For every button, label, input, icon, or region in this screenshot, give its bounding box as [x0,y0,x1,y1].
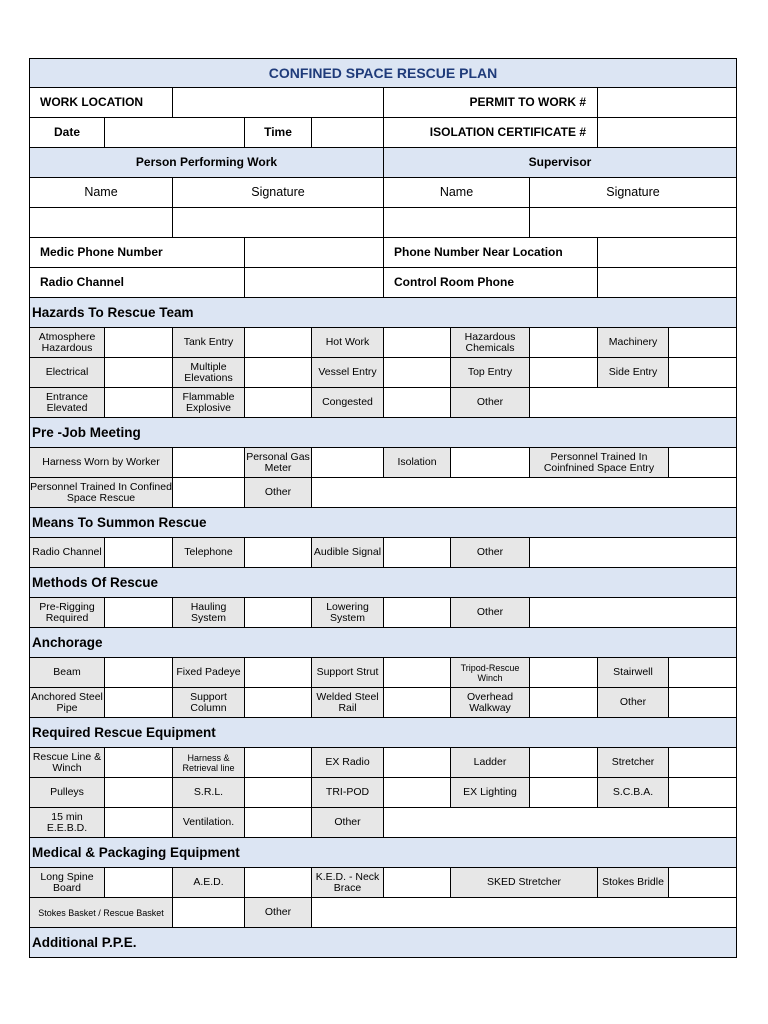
pre-job-row-1 [30,448,738,478]
medical-row-2 [30,898,738,928]
summon-section-heading: Means To Summon Rescue [29,507,737,538]
pre-job-label: Personnel Trained In Coinfnined Space Entry [529,447,669,478]
pre-job-checkbox[interactable] [172,477,245,508]
equipment-checkbox[interactable] [244,747,312,778]
ppe-section-heading: Additional P.P.E. [29,927,737,958]
hazard-checkbox[interactable] [529,327,598,358]
equipment-label: Pulleys [29,777,105,808]
header-row-5 [30,208,738,238]
anchorage-label: Beam [29,657,105,688]
anchorage-section-heading: Anchorage [29,627,737,658]
medic-phone-label: Medic Phone Number [29,237,245,268]
hazard-label: Tank Entry [172,327,245,358]
hazard-checkbox[interactable] [668,327,737,358]
method-label: Pre-Rigging Required [29,597,105,628]
hazard-checkbox[interactable] [244,387,312,418]
anchorage-label: Support Strut [311,657,384,688]
worker-signature-label: Signature [172,177,384,208]
method-checkbox[interactable] [383,597,451,628]
pre-job-section-heading: Pre -Job Meeting [29,417,737,448]
anchorage-row-2 [30,688,738,718]
worker-name-field[interactable] [29,207,173,238]
title-row [30,58,738,88]
equipment-checkbox[interactable] [383,777,451,808]
hazards-row-3 [30,388,738,418]
summon-label: Radio Channel [29,537,105,568]
method-checkbox[interactable] [104,597,173,628]
person-performing-work-heading: Person Performing Work [29,147,384,178]
isolation-certificate-label: ISOLATION CERTIFICATE # [383,117,598,148]
summon-other-field[interactable] [529,537,737,568]
anchorage-section-row [30,628,738,658]
medical-checkbox[interactable] [104,867,173,898]
phone-near-location-label: Phone Number Near Location [383,237,598,268]
supervisor-name-label: Name [383,177,530,208]
anchorage-label: Tripod-Rescue Winch [450,657,530,688]
equipment-label: Ladder [450,747,530,778]
summon-checkbox[interactable] [383,537,451,568]
permit-to-work-field[interactable] [597,87,737,118]
hazard-label: Hot Work [311,327,384,358]
hazard-label: Other [450,387,530,418]
summon-section-row [30,508,738,538]
hazard-label: Congested [311,387,384,418]
equipment-label: EX Lighting [450,777,530,808]
pre-job-other-field[interactable] [311,477,737,508]
isolation-certificate-field[interactable] [597,117,737,148]
worker-signature-field[interactable] [172,207,384,238]
hazard-label: Side Entry [597,357,669,388]
medical-label: Other [244,897,312,928]
medical-label: Long Spine Board [29,867,105,898]
hazard-checkbox[interactable] [104,387,173,418]
work-location-field[interactable] [172,87,384,118]
equipment-checkbox[interactable] [529,777,598,808]
hazard-checkbox[interactable] [383,387,451,418]
equipment-label: 15 min E.E.B.D. [29,807,105,838]
method-checkbox[interactable] [244,597,312,628]
anchorage-label: Support Column [172,687,245,718]
equipment-row-2 [30,778,738,808]
equipment-label: Ventilation. [172,807,245,838]
control-room-phone-label: Control Room Phone [383,267,598,298]
methods-section-heading: Methods Of Rescue [29,567,737,598]
medical-label: Stokes Bridle [597,867,669,898]
medical-checkbox[interactable] [244,867,312,898]
hazard-checkbox[interactable] [529,357,598,388]
time-field[interactable] [311,117,384,148]
summon-checkbox[interactable] [104,537,173,568]
supervisor-name-field[interactable] [383,207,530,238]
medical-label: Stokes Basket / Rescue Basket [29,897,173,928]
hazard-checkbox[interactable] [104,357,173,388]
equipment-checkbox[interactable] [244,807,312,838]
medic-phone-field[interactable] [244,237,384,268]
pre-job-label: Isolation [383,447,451,478]
equipment-label: EX Radio [311,747,384,778]
equipment-checkbox[interactable] [104,807,173,838]
hazards-section-row [30,298,738,328]
equipment-label: Other [311,807,384,838]
hazard-label: Flammable Explosive [172,387,245,418]
anchorage-checkbox[interactable] [668,687,737,718]
anchorage-label: Anchored Steel Pipe [29,687,105,718]
pre-job-label: Harness Worn by Worker [29,447,173,478]
equipment-label: Stretcher [597,747,669,778]
medical-label: K.E.D. - Neck Brace [311,867,384,898]
header-row-4 [30,178,738,208]
anchorage-checkbox[interactable] [668,657,737,688]
medical-checkbox[interactable] [172,897,245,928]
hazard-checkbox[interactable] [104,327,173,358]
equipment-label: Harness & Retrieval line [172,747,245,778]
equipment-label: Rescue Line & Winch [29,747,105,778]
methods-section-row [30,568,738,598]
medical-checkbox[interactable] [383,867,451,898]
hazard-label: Top Entry [450,357,530,388]
hazard-other-field[interactable] [529,387,737,418]
anchorage-checkbox[interactable] [383,687,451,718]
form-title: CONFINED SPACE RESCUE PLAN [29,58,737,88]
anchorage-checkbox[interactable] [529,687,598,718]
phone-near-location-field[interactable] [597,237,737,268]
pre-job-row-2 [30,478,738,508]
hazards-section-heading: Hazards To Rescue Team [29,297,737,328]
pre-job-section-row [30,418,738,448]
anchorage-label: Stairwell [597,657,669,688]
equipment-checkbox[interactable] [104,777,173,808]
hazard-label: Machinery [597,327,669,358]
equipment-row-3 [30,808,738,838]
anchorage-label: Fixed Padeye [172,657,245,688]
method-other-field[interactable] [529,597,737,628]
anchorage-checkbox[interactable] [383,657,451,688]
pre-job-checkbox[interactable] [311,447,384,478]
pre-job-checkbox[interactable] [450,447,530,478]
hazard-checkbox[interactable] [244,327,312,358]
equipment-label: S.C.B.A. [597,777,669,808]
control-room-phone-field[interactable] [597,267,737,298]
anchorage-checkbox[interactable] [244,687,312,718]
equipment-checkbox[interactable] [529,747,598,778]
equipment-section-row [30,718,738,748]
summon-label: Telephone [172,537,245,568]
summon-label: Audible Signal [311,537,384,568]
hazard-checkbox[interactable] [383,357,451,388]
summon-label: Other [450,537,530,568]
summon-row [30,538,738,568]
equipment-checkbox[interactable] [104,747,173,778]
pre-job-checkbox[interactable] [172,447,245,478]
hazards-row-2 [30,358,738,388]
date-label: Date [29,117,105,148]
equipment-checkbox[interactable] [244,777,312,808]
equipment-row-1 [30,748,738,778]
equipment-label: TRI-POD [311,777,384,808]
medical-label: A.E.D. [172,867,245,898]
equipment-label: S.R.L. [172,777,245,808]
header-row-7 [30,268,738,298]
header-row-3 [30,148,738,178]
medical-row-1 [30,868,738,898]
radio-channel-field[interactable] [244,267,384,298]
medical-checkbox[interactable] [668,867,737,898]
worker-name-label: Name [29,177,173,208]
method-label: Lowering System [311,597,384,628]
supervisor-heading: Supervisor [383,147,737,178]
time-label: Time [244,117,312,148]
anchorage-checkbox[interactable] [104,687,173,718]
anchorage-checkbox[interactable] [244,657,312,688]
equipment-section-heading: Required Rescue Equipment [29,717,737,748]
equipment-checkbox[interactable] [383,747,451,778]
anchorage-label: Welded Steel Rail [311,687,384,718]
rescue-plan-form [30,58,738,958]
hazard-checkbox[interactable] [383,327,451,358]
pre-job-label: Other [244,477,312,508]
anchorage-label: Overhead Walkway [450,687,530,718]
pre-job-label: Personal Gas Meter [244,447,312,478]
medical-label: SKED Stretcher [450,867,598,898]
hazard-label: Entrance Elevated [29,387,105,418]
equipment-checkbox[interactable] [668,747,737,778]
summon-checkbox[interactable] [244,537,312,568]
medical-section-heading: Medical & Packaging Equipment [29,837,737,868]
radio-channel-label: Radio Channel [29,267,245,298]
date-field[interactable] [104,117,245,148]
header-row-1 [30,88,738,118]
pre-job-label: Personnel Trained In Confined Space Rescue [29,477,173,508]
supervisor-signature-field[interactable] [529,207,737,238]
hazard-checkbox[interactable] [668,357,737,388]
method-label: Hauling System [172,597,245,628]
supervisor-signature-label: Signature [529,177,737,208]
anchorage-row-1 [30,658,738,688]
hazard-checkbox[interactable] [244,357,312,388]
hazards-row-1 [30,328,738,358]
pre-job-checkbox[interactable] [668,447,737,478]
hazard-label: Vessel Entry [311,357,384,388]
anchorage-checkbox[interactable] [529,657,598,688]
ppe-section-row [30,928,738,958]
medical-section-row [30,838,738,868]
hazard-label: Multiple Elevations [172,357,245,388]
work-location-label: WORK LOCATION [29,87,173,118]
anchorage-label: Other [597,687,669,718]
header-row-6 [30,238,738,268]
methods-row [30,598,738,628]
method-label: Other [450,597,530,628]
medical-other-field[interactable] [311,897,737,928]
permit-to-work-label: PERMIT TO WORK # [383,87,598,118]
hazard-label: Electrical [29,357,105,388]
header-row-2 [30,118,738,148]
equipment-checkbox[interactable] [668,777,737,808]
anchorage-checkbox[interactable] [104,657,173,688]
equipment-other-field[interactable] [383,807,737,838]
hazard-label: Hazardous Chemicals [450,327,530,358]
hazard-label: Atmosphere Hazardous [29,327,105,358]
